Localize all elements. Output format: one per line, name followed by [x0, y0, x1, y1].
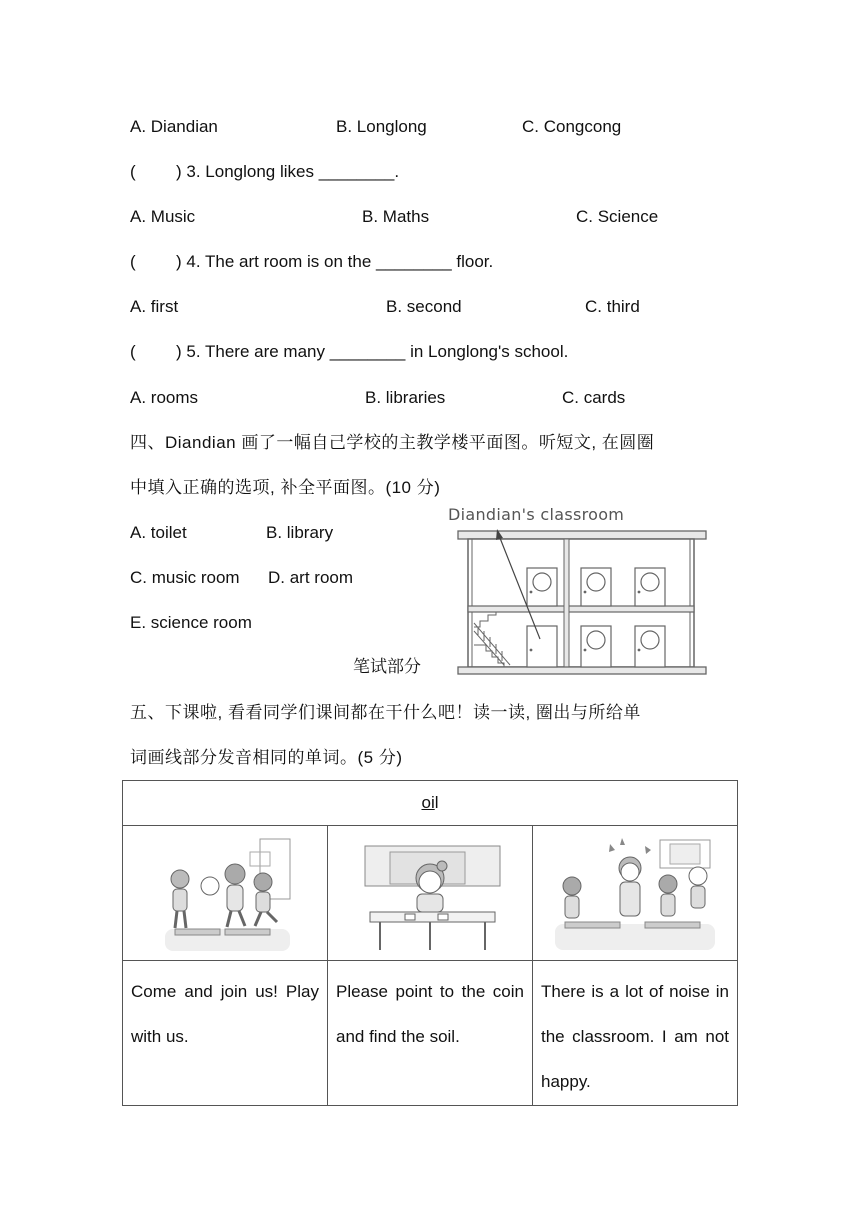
- q5-option-b[interactable]: B. libraries: [365, 388, 446, 407]
- sentence-cell-2: Please point to the coin and find the soil.: [328, 961, 533, 1106]
- picture-cell-1: [123, 826, 328, 961]
- phonics-table: [122, 780, 738, 1106]
- q4-option-b[interactable]: B. second: [386, 297, 462, 316]
- q4-answer-paren-close: ): [176, 252, 182, 271]
- section4-option-e: E. science room: [130, 613, 252, 632]
- q5-option-a[interactable]: A. rooms: [130, 388, 199, 407]
- q2-option-a[interactable]: A. Diandian: [130, 117, 218, 136]
- noisy-classroom-illustration: [550, 832, 720, 956]
- key-word-rest: l: [434, 793, 439, 812]
- picture-cell-3: [533, 826, 738, 961]
- q3-option-b[interactable]: B. Maths: [362, 207, 430, 226]
- q4-option-c[interactable]: C. third: [585, 297, 640, 316]
- q5-stem: [130, 340, 568, 364]
- q3-option-c[interactable]: C. Science: [576, 207, 659, 226]
- q4-stem: [130, 250, 493, 274]
- q3-answer-paren-close: ): [176, 162, 182, 181]
- section4-option-c: C. music room: [130, 568, 240, 587]
- q4-option-a[interactable]: A. first: [130, 297, 179, 316]
- q2-option-c[interactable]: C. Congcong: [522, 117, 622, 136]
- key-word-cell: [123, 781, 738, 826]
- q4-answer-paren-open: (: [130, 252, 136, 271]
- sentence-cell-1: Come and join us! Play with us.: [123, 961, 328, 1106]
- q5-answer-paren-close: ): [176, 342, 182, 361]
- section4-option-a: A. toilet: [130, 523, 187, 542]
- children-playing-ball-illustration: [155, 834, 295, 954]
- q2-option-b[interactable]: B. Longlong: [336, 117, 427, 136]
- q5-option-c[interactable]: C. cards: [562, 388, 626, 407]
- school-floor-plan: [440, 505, 720, 680]
- section5-instruction-line2: 词画线部分发音相同的单词。(5 分): [130, 748, 403, 767]
- girl-pointing-at-coin-illustration: [350, 832, 510, 956]
- section4-instruction-line1: 四、Diandian 画了一幅自己学校的主教学楼平面图。听短文, 在圆圈: [130, 433, 655, 452]
- written-part-heading: 笔试部分: [353, 657, 421, 676]
- diagram-caption: Diandian's classroom: [448, 505, 625, 524]
- q3-option-a[interactable]: A. Music: [130, 207, 196, 226]
- section4-option-d: D. art room: [268, 568, 354, 587]
- q3-answer-paren-open: (: [130, 162, 136, 181]
- q5-answer-paren-open: (: [130, 342, 136, 361]
- q3-stem: [130, 160, 399, 184]
- section4-instruction-line2: 中填入正确的选项, 补全平面图。(10 分): [130, 478, 441, 497]
- q4-question-text: 4. The art room is on the ________ floor.: [186, 252, 494, 271]
- q5-question-text: 5. There are many ________ in Longlong's school.: [186, 342, 569, 361]
- q3-question-text: 3. Longlong likes ________.: [186, 162, 400, 181]
- sentence-cell-3: There is a lot of noise in the classroom. I am not happy.: [533, 961, 738, 1106]
- picture-cell-2: [328, 826, 533, 961]
- section4-option-b: B. library: [266, 523, 334, 542]
- section5-instruction-line1: 五、下课啦, 看看同学们课间都在干什么吧！读一读, 圈出与所给单: [130, 703, 641, 722]
- key-word-underlined: oi: [421, 793, 435, 812]
